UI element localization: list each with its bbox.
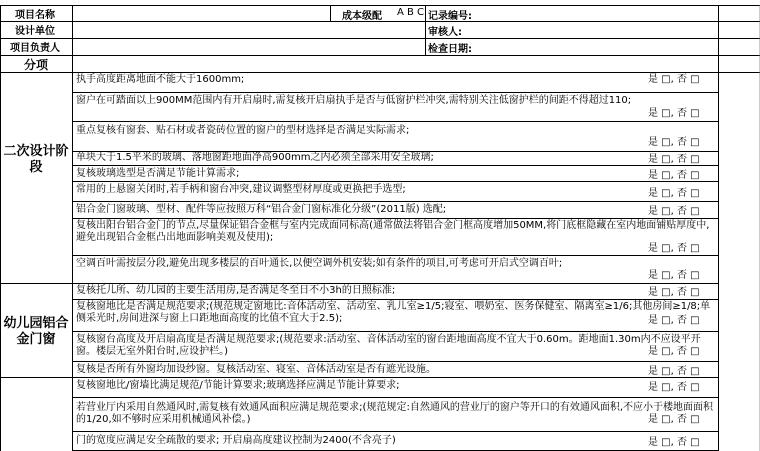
- check-item: 常用的上悬窗关闭时,若手柄和窗台冲突,建议调整型材厚度或更换把手选型;: [76, 184, 406, 195]
- row-border: [72, 299, 718, 300]
- row-border: [72, 431, 718, 432]
- row-border: [72, 151, 718, 152]
- check-item: 重点复核有窗套、贴石材或者瓷砖位置的窗户的型材选择是否满足实际需求;: [76, 125, 410, 136]
- yes-no-checkbox[interactable]: 是 □, 否 □: [648, 154, 700, 165]
- row-border: [72, 121, 718, 122]
- row-border: [72, 165, 718, 166]
- cost-level-label: 成本级配: [342, 11, 382, 21]
- check-item: 复核托儿所、幼儿园的主要生活用房,是否满足冬至日不小3h的日照标准;: [76, 285, 396, 296]
- check-item: 若营业厅内采用自然通风时,需复核有效通风面积应满足规范要求;(规范规定:自然通风的营业厅的窗户等开口的有效通风面积,不应小于楼地面面积的1/20,如不够时应采用机械通风补偿。): [76, 402, 713, 425]
- design-unit-label: 设计单位: [15, 26, 55, 37]
- table-border: [0, 21, 760, 22]
- reviewer-label: 审核人:: [428, 27, 462, 37]
- table-border: [0, 5, 760, 6]
- check-item: 空调百叶需按层分段,避免出现多楼层的百叶通长,以便空调外机安装;如有条件的项目,可考虑可开启式空调百叶;: [76, 258, 563, 269]
- yes-no-checkbox[interactable]: 是 □, 否 □: [648, 270, 700, 281]
- check-item: 复核窗台高度及开启扇高度是否满足规范要求;(规范要求:活动室、音体活动室的窗台距地面高度不宜大于0.60m。距地面1.30m内不应设平开窗。楼层无室外阳台时,应设护栏。): [76, 334, 701, 357]
- table-border: [72, 5, 73, 451]
- yes-no-checkbox[interactable]: 是 □, 否 □: [648, 137, 700, 148]
- yes-no-checkbox[interactable]: 是 □, 否 □: [648, 366, 700, 377]
- check-item: 复核出阳台铝合金门的节点,尽量保证铝合金框与室内完成面同标高(通常做法将铝合金门框高度增加50MM,将门底框隐藏在室内地面铺贴厚度中,避免出现铝合金框凸出地面影响美观及使用);: [76, 220, 710, 243]
- table-border: [425, 5, 426, 55]
- project-manager-label: 项目负责人: [10, 43, 60, 54]
- yes-no-checkbox[interactable]: 是 □, 否 □: [648, 315, 700, 326]
- project-name-label: 项目名称: [15, 10, 55, 21]
- table-border: [330, 5, 331, 22]
- record-number-label: 记录编号:: [428, 11, 472, 21]
- table-border: [0, 72, 760, 73]
- category-header: 分项: [23, 57, 48, 72]
- check-item: 铝合金门窗玻璃、型材、配件等应按照万科“铝合金门窗标准化分级”(2011版) 选配;: [76, 204, 447, 215]
- yes-no-checkbox[interactable]: 是 □, 否 □: [648, 74, 700, 85]
- row-border: [72, 361, 718, 362]
- row-border: [72, 397, 718, 398]
- yes-no-checkbox[interactable]: 是 □, 否 □: [648, 414, 700, 425]
- section-border: [0, 377, 718, 378]
- check-date-label: 检查日期:: [428, 44, 472, 54]
- table-border: [0, 5, 1, 451]
- yes-no-checkbox[interactable]: 是 □, 否 □: [648, 170, 700, 181]
- table-border: [0, 38, 760, 39]
- table-border: [0, 55, 760, 56]
- check-item: 复核窗地比/窗墙比满足规范/节能计算要求;玻璃选择应满足节能计算要求;: [76, 380, 400, 391]
- row-border: [72, 218, 718, 219]
- check-item: 复核是否所有外窗均加设纱窗。复核活动室、寝室、音体活动室是否有遮光设施。: [76, 364, 436, 375]
- yes-no-checkbox[interactable]: 是 □, 否 □: [648, 437, 700, 448]
- row-border: [72, 92, 718, 93]
- check-item: 复核玻璃选型是否满足节能计算需求;: [76, 168, 240, 179]
- yes-no-checkbox[interactable]: 是 □, 否 □: [648, 287, 700, 298]
- cost-level-options[interactable]: A B C: [397, 7, 425, 18]
- yes-no-checkbox[interactable]: 是 □, 否 □: [648, 382, 700, 393]
- yes-no-checkbox[interactable]: 是 □, 否 □: [648, 206, 700, 217]
- yes-no-checkbox[interactable]: 是 □, 否 □: [648, 346, 700, 357]
- row-border: [72, 201, 718, 202]
- check-item: 复核窗地比是否满足规范要求;(规范规定窗地比:音体活动室、活动室、乳儿室≥1/5;寝室、喂奶室、医务保健室、隔离室≥1/6;其他房间≥1/8;单侧采光时,房间进深与窗上口距地面高度的比值不宜大于2.5);: [76, 301, 711, 324]
- row-border: [72, 255, 718, 256]
- yes-no-checkbox[interactable]: 是 □, 否 □: [648, 243, 700, 254]
- table-border: [718, 5, 719, 451]
- check-item: 窗户在可踏面以上900MM范围内有开启扇时,需复核开启扇执手是否与低窗护栏冲突,需特别关注低窗护栏的间距不得超过110;: [76, 95, 632, 106]
- check-item: 执手高度距离地面不能大于1600mm;: [76, 74, 245, 85]
- yes-no-checkbox[interactable]: 是 □, 否 □: [648, 108, 700, 119]
- check-item: 单块大于1.5平米的玻璃、落地窗距地面净高900mm之内必须全部采用安全玻璃;: [76, 152, 434, 163]
- check-item: 门的宽度应满足安全疏散的要求; 开启扇高度建议控制为2400(不含亮子): [76, 435, 396, 446]
- row-border: [72, 331, 718, 332]
- yes-no-checkbox[interactable]: 是 □, 否 □: [648, 188, 700, 199]
- section-label-design-stage: 二次设计阶段: [3, 144, 69, 175]
- section-label-kindergarten: 幼儿园铝合金门窗: [3, 316, 69, 347]
- section-border: [0, 283, 718, 284]
- row-border: [72, 181, 718, 182]
